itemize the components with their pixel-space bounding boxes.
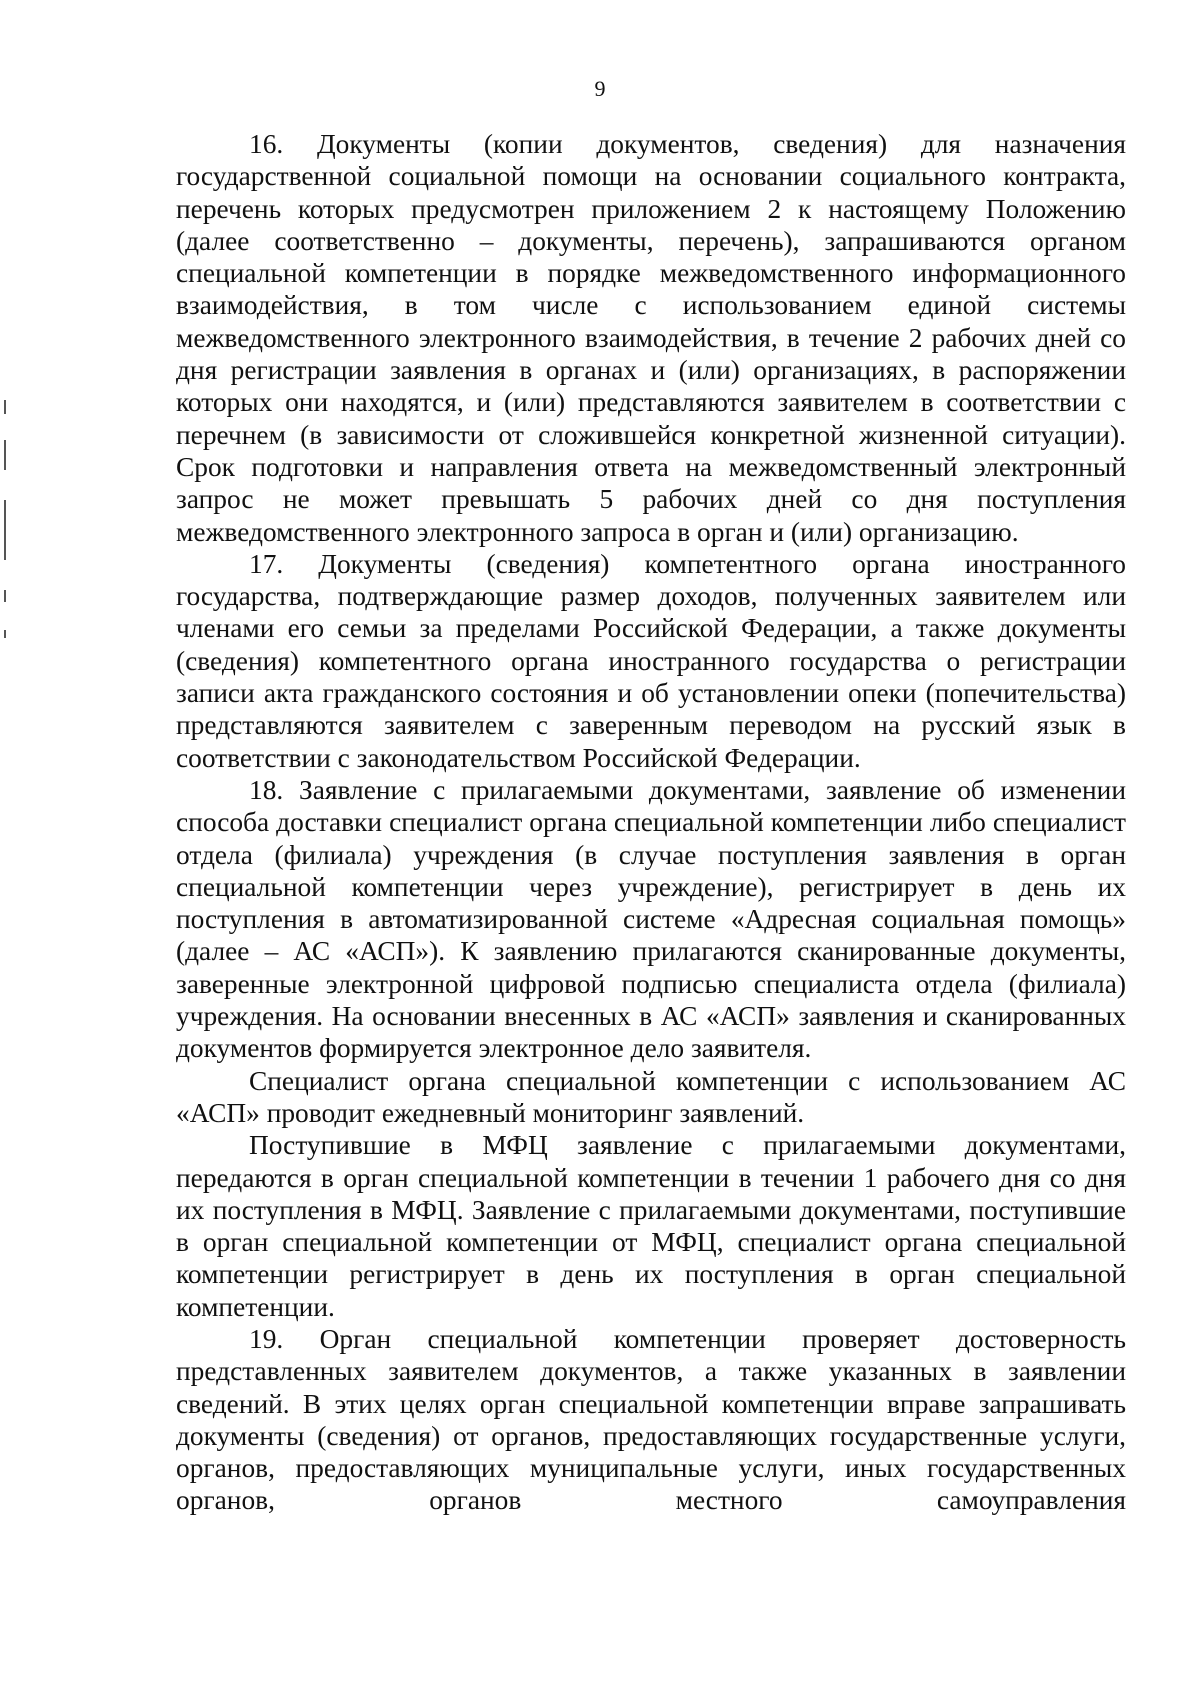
paragraph-19: 19. Орган специальной компетенции проверяет достоверность представленных заявителем документов, а также указанных в заявлении сведений. В этих целях орган специальной компетенции вправе запрашивать документы (сведения) от органов, предоставляющих государственные услуги, органов, предоставляющих муниципальные услуги, иных государственных органов, органов местного самоуправления	[176, 1323, 1126, 1516]
scan-binding-marks	[4, 400, 8, 700]
paragraph-18: 18. Заявление с прилагаемыми документами, заявление об изменении способа доставки специалист органа специальной компетенции либо специалист отдела (филиала) учреждения (в случае поступления заявления в орган специальной компетенции через учреждение), регистрирует в день их поступления в автоматизированной системе «Адресная социальная помощь» (далее – АС «АСП»). К заявлению прилагаются сканированные документы, заверенные электронной цифровой подписью специалиста отдела (филиала) учреждения. На основании внесенных в АС «АСП» заявления и сканированных документов формируется электронное дело заявителя.	[176, 774, 1126, 1064]
paragraph-17: 17. Документы (сведения) компетентного органа иностранного государства, подтверждающие размер доходов, полученных заявителем или членами его семьи за пределами Российской Федерации, а также документы (сведения) компетентного органа иностранного государства о регистрации записи акта гражданского состояния и об установлении опеки (попечительства) представляются заявителем с заверенным переводом на русский язык в соответствии с законодательством Российской Федерации.	[176, 548, 1126, 773]
page-number: 9	[594, 76, 606, 101]
paragraph-asp-monitoring: Специалист органа специальной компетенции с использованием АС «АСП» проводит ежедневный мониторинг заявлений.	[176, 1065, 1126, 1128]
paragraph-16: 16. Документы (копии документов, сведения) для назначения государственной социальной помощи на основании социального контракта, перечень которых предусмотрен приложением 2 к настоящему Положению (далее соответственно – документы, перечень), запрашиваются органом специальной компетенции в порядке межведомственного информационного взаимодействия, в том числе с использованием единой системы межведомственного электронного взаимодействия, в течение 2 рабочих дней со дня регистрации заявления в органах и (или) организациях, в распоряжении которых они находятся, и (или) представляются заявителем в соответствии с перечнем (в зависимости от сложившейся конкретной жизненной ситуации). Срок подготовки и направления ответа на межведомственный электронный запрос не может превышать 5 рабочих дней со дня поступления межведомственного электронного запроса в орган и (или) организацию.	[176, 129, 1126, 547]
document-body	[176, 128, 1126, 1517]
paragraph-mfc-transfer: Поступившие в МФЦ заявление с прилагаемыми документами, передаются в орган специальной компетенции в течении 1 рабочего дня со дня их поступления в МФЦ. Заявление с прилагаемыми документами, поступившие в орган специальной компетенции от МФЦ, специалист органа специальной компетенции регистрирует в день их поступления в орган специальной компетенции.	[176, 1130, 1126, 1322]
